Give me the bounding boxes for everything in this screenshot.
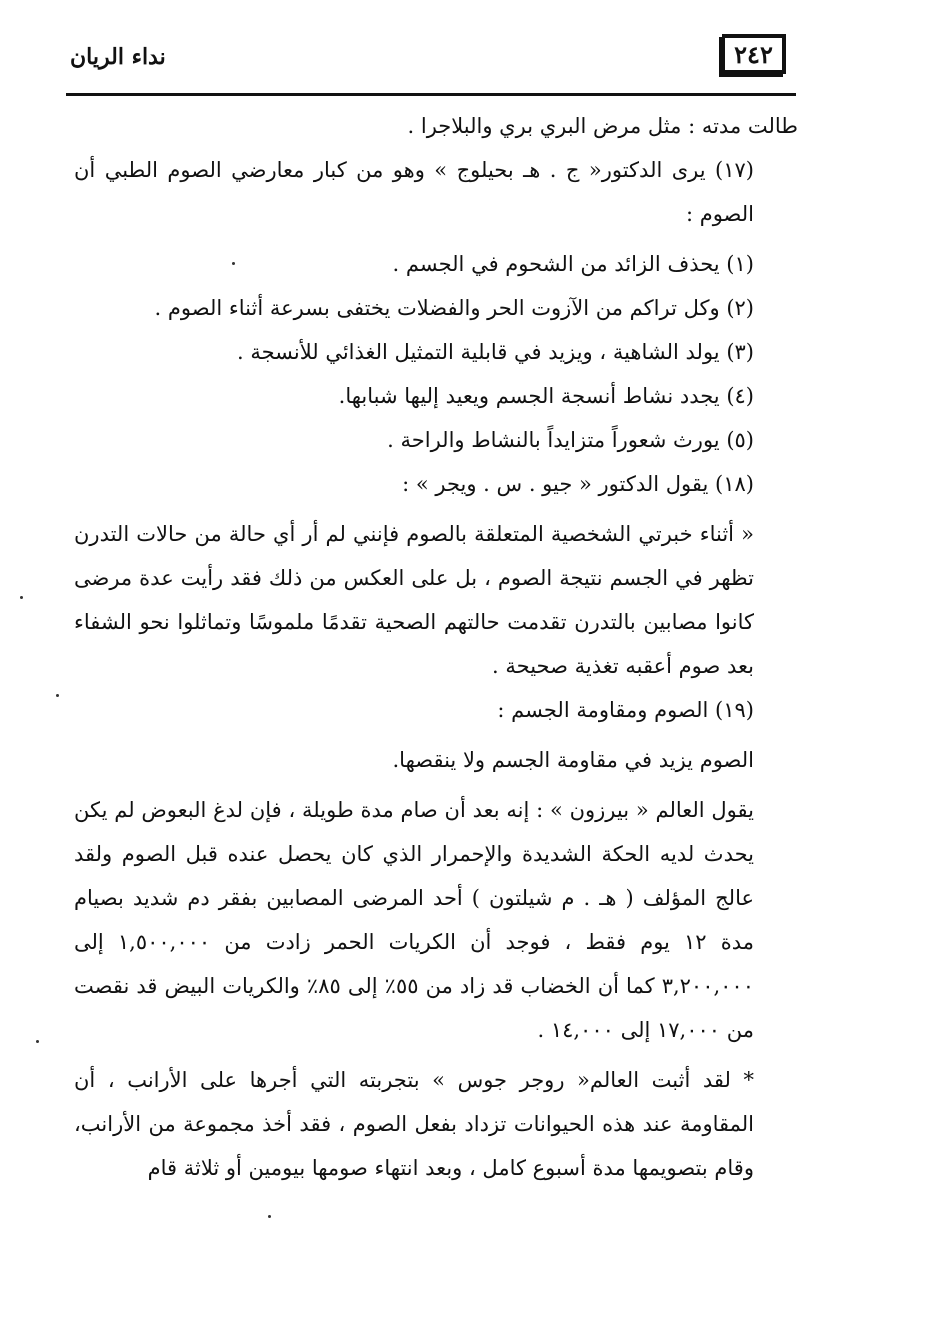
paragraph: يقول العالم « بيرزون » : إنه بعد أن صام مدة طويلة ، فإن لدغ البعوض لم يكن يحدث لديه الحكة الشديدة والإحمرار الذي كان يحصل عنده قبل الصوم ولقد عالج المؤلف ( هـ . م شيلتون ) أحد المرضى المصابين بفقر دم شديد بصيام مدة ١٢ يوم فقط ، فوجد أن الكريات الحمر زادت من ١,٥٠٠,٠٠٠ إلى ٣,٢٠٠,٠٠٠ كما أن الخضاب قد زاد من ٥٥٪ إلى ٨٥٪ والكريات البيض قد نقصت من ١٧,٠٠٠ إلى ١٤,٠٠٠ . bbox=[74, 798, 755, 1042]
page-number: ٢٤٢ bbox=[722, 34, 786, 74]
paragraph: طالت مدته : مثل مرض البري بري والبلاجرا . bbox=[407, 114, 798, 138]
page-header bbox=[66, 30, 796, 96]
paragraph: * لقد أثبت العالم« روجر جوس » بتجربته التي أجرها على الأرانب ، أن المقاومة عند هذه الحيوانات تزداد بفعل الصوم ، فقد أخذ مجموعة من الأرانب، وقام بتصويمها مدة أسبوع كامل ، وبعد انتهاء صومها بيومين أو ثلاثة قام bbox=[74, 1068, 754, 1180]
list-item: (٢) وكل تراكم من الآزوت الحر والفضلات يختفى بسرعة أثناء الصوم . bbox=[154, 296, 754, 320]
page-body bbox=[74, 104, 798, 1190]
scan-speck bbox=[20, 596, 23, 599]
list-item: (٥) يورث شعوراً متزايداً بالنشاط والراحة . bbox=[387, 428, 754, 452]
scan-speck bbox=[36, 1040, 39, 1043]
paragraph: (١٧) يرى الدكتور« ج . هـ بحيلوج » وهو من كبار معارضي الصوم الطبي أن الصوم : bbox=[74, 158, 754, 226]
book-title: نداء الريان bbox=[70, 44, 166, 70]
section-heading: (١٩) الصوم ومقاومة الجسم : bbox=[497, 698, 754, 722]
header-rule bbox=[66, 93, 796, 96]
section-heading: (١٨) يقول الدكتور « جيو . س . ويجر » : bbox=[402, 472, 754, 496]
scan-speck bbox=[56, 694, 59, 697]
scan-speck bbox=[232, 262, 235, 265]
quote-paragraph: « أثناء خبرتي الشخصية المتعلقة بالصوم فإنني لم أر أي حالة من حالات التدرن تظهر في الجسم نتيجة الصوم ، بل على العكس من ذلك فقد رأيت عدة مرضى كانوا مصابين بالتدرن تقدمت حالتهم الصحية تقدمًا ملموسًا وتماثلوا نحو الشفاء بعد صوم أعقبه تغذية صحيحة . bbox=[74, 522, 754, 678]
paragraph: الصوم يزيد في مقاومة الجسم ولا ينقصها. bbox=[392, 748, 754, 772]
list-item: (١) يحذف الزائد من الشحوم في الجسم . bbox=[392, 252, 754, 276]
list-item: (٤) يجدد نشاط أنسجة الجسم ويعيد إليها شبابها. bbox=[338, 384, 754, 408]
scan-speck bbox=[268, 1215, 271, 1218]
list-item: (٣) يولد الشاهية ، ويزيد في قابلية التمثيل الغذائي للأنسجة . bbox=[236, 340, 754, 364]
